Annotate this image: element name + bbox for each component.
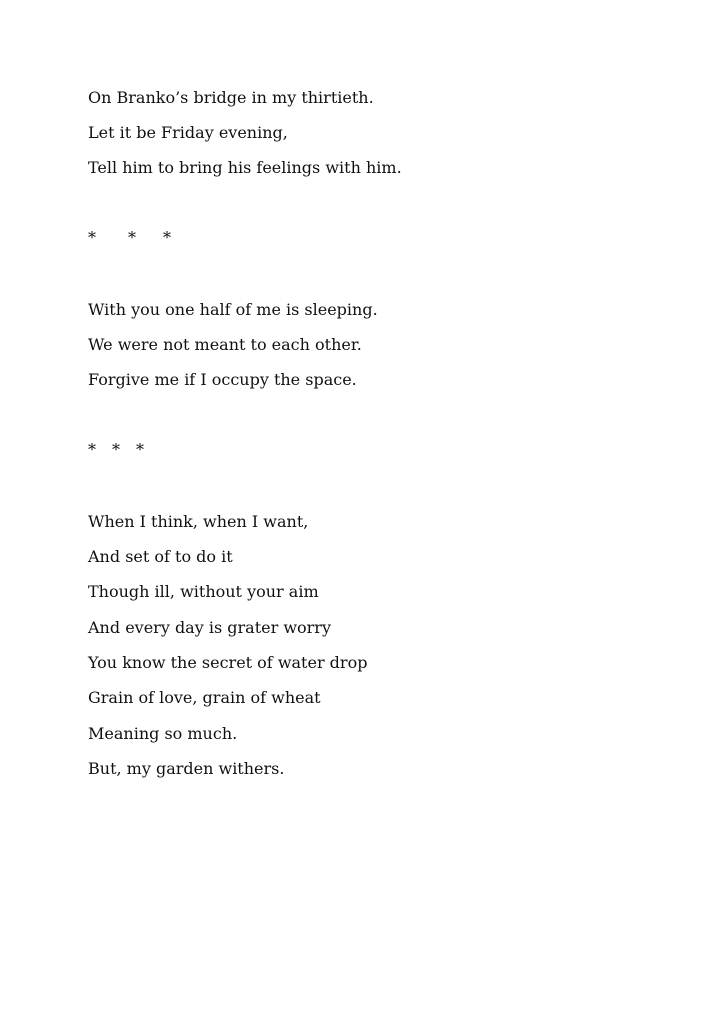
poem-line: Grain of love, grain of wheat <box>88 688 321 707</box>
poem-line: We were not meant to each other. <box>88 335 362 354</box>
poem-line: On Branko’s bridge in my thirtieth. <box>88 88 374 107</box>
separator-asterisk: * <box>136 440 144 459</box>
separator-asterisk: * <box>112 440 120 459</box>
poem-line: When I think, when I want, <box>88 512 309 531</box>
poem-line: Tell him to bring his feelings with him. <box>88 158 402 177</box>
separator-asterisk: * <box>128 228 136 247</box>
poem-line: Let it be Friday evening, <box>88 123 288 142</box>
poem-line: But, my garden withers. <box>88 759 285 778</box>
poem-line: Meaning so much. <box>88 724 238 743</box>
separator-asterisk: * <box>88 228 96 247</box>
poem-line: And every day is grater worry <box>88 618 331 637</box>
poem-line: And set of to do it <box>88 547 233 566</box>
poem-line: With you one half of me is sleeping. <box>88 300 378 319</box>
poem-line: Though ill, without your aim <box>88 582 319 601</box>
poem-line: You know the secret of water drop <box>88 653 368 672</box>
poem-line: Forgive me if I occupy the space. <box>88 370 357 389</box>
separator-asterisk: * <box>163 228 171 247</box>
separator-asterisk: * <box>88 440 96 459</box>
